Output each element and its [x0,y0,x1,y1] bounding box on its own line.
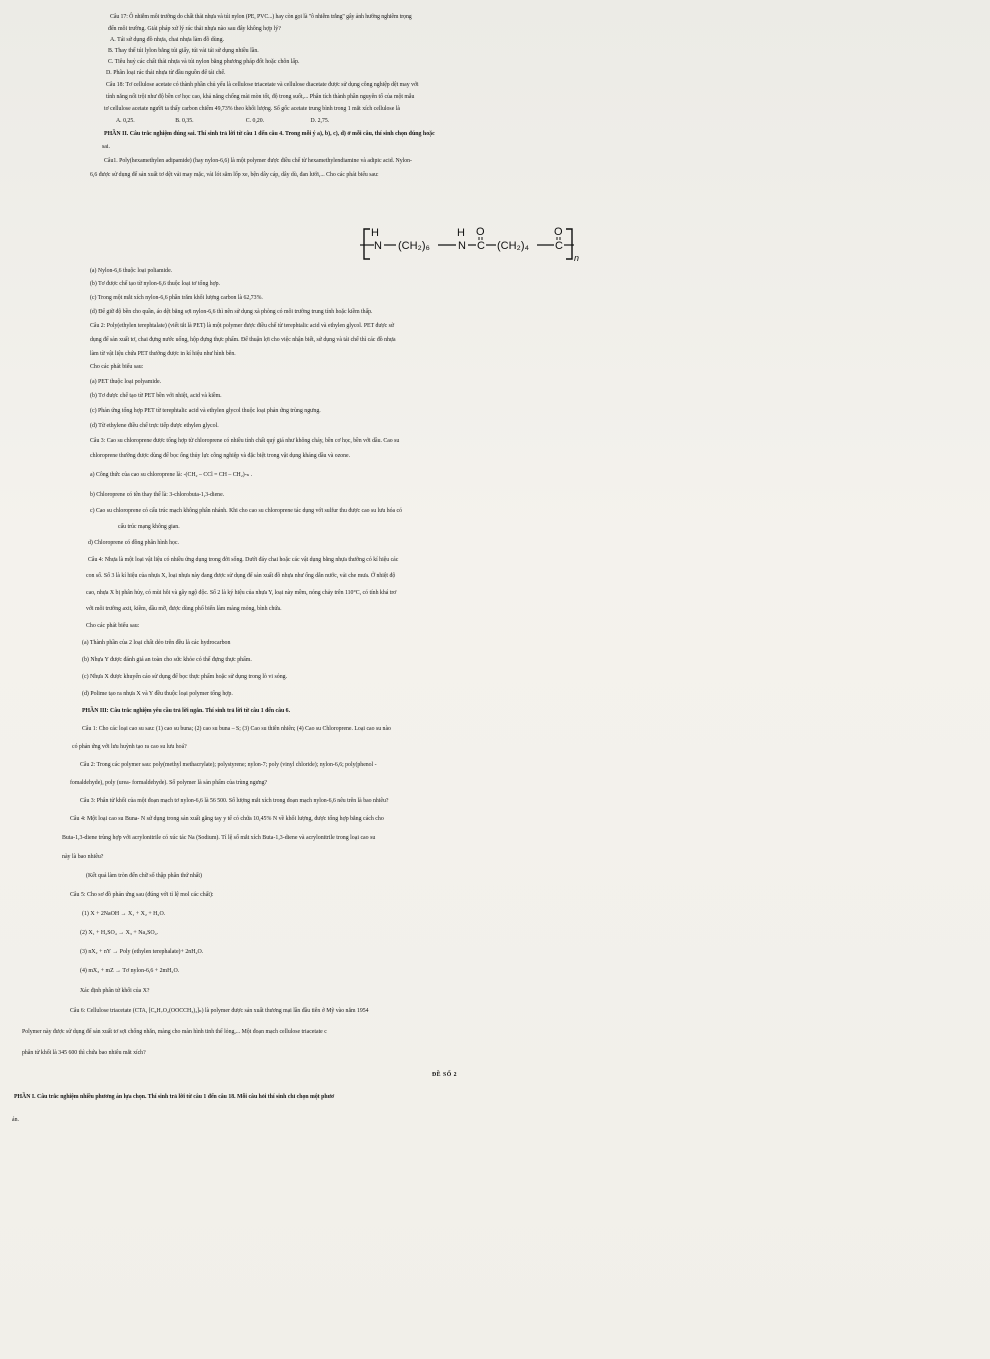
p2-q1-stem: Câu1. Poly(hexamethylen adipamide) (hay nylon-6,6) là một polymer được điều chế từ hexamethylendiamine và adipic acid. Nylon- [104,158,412,164]
q17-option-b: B. Thay thế túi lylon bằng túi giấy, túi vải tái sử dụng nhiều lần. [108,48,259,54]
p2-q4-stem-cont3: với môi trường axit, kiềm, dầu mỡ, được dùng phổ biến làm màng mỏng, bình chứa. [86,606,282,612]
p3-q2-stem-cont: fomaldehyde), poly (urea- formaldehyde). Số polymer là sản phẩm của trùng ngưng? [70,780,268,786]
p2-q3-stem: Câu 3: Cao su chloroprene được tổng hợp từ chloroprene có nhiều tính chất quý giá như không cháy, bền cơ học, bền với dầu. Cao su [90,438,400,444]
svg-text:(CH₂)₄: (CH₂)₄ [497,240,529,252]
p2-q2-statement-c: (c) Phản ứng tổng hợp PET từ terephtalic acid và ethylen glycol thuộc loại phản ứng trùng ngưng. [90,408,321,414]
svg-text:H: H [457,227,465,239]
p3-q4-rounding-note: (Kết quả làm tròn đến chữ số thập phân thứ nhất) [86,873,202,879]
svg-text:C: C [477,240,485,252]
q18-stem-cont2: tơ cellulose acetate người ta thấy carbon chiếm 49,73% theo khối lượng. Số gốc acetate trung bình trong 1 mắt xích cellulose là [104,106,400,112]
exam-2-heading: ĐỀ SỐ 2 [432,1072,458,1078]
p2-q4-statement-d: (d) Polime tạo ra nhựa X và Y đều thuộc loại polymer tổng hợp. [82,691,233,697]
p3-q1-stem: Câu 1: Cho các loại cao su sau: (1) cao su buna; (2) cao su buna – S; (3) Cao su thiên nhiên; (4) Cao su Chloroprene. Loại cao su nào [82,726,391,732]
p2-q2-stem-cont1: dụng để sản xuất tơ, chai đựng nước uống, hộp đựng thực phẩm. Để thuận lợi cho việc nhận biết, sử dụng và tái chế thì các đồ nhựa [90,337,396,343]
p2-q3-statement-a: a) Công thức của cao su chloroprene là: -(CH₂ – CCl = CH – CH₂)-ₙ . [90,472,253,478]
p3-q3-stem: Câu 3: Phân tử khối của một đoạn mạch tơ nylon-6,6 là 56 500. Số lượng mắt xích trong đoạn mạch nylon-6,6 nêu trên là bao nhiêu? [80,798,389,804]
svg-text:H: H [371,227,379,239]
p3-q5-reaction-3: (3) nX₂ + nY → Poly (ethylen terephalate)+ 2nH₂O. [80,949,204,955]
svg-text:O: O [476,226,485,238]
p3-q5-reaction-2: (2) X₁ + H₂SO₄ → X₃ + Na₂SO₄. [80,930,159,936]
p2-q3-statement-b: b) Chloroprene có tên thay thế là: 3-chlorobuta-1,3-diene. [90,492,225,498]
p2-q2-statement-b: (b) Tơ được chế tạo từ PET bền với nhiệt, acid và kiềm. [90,393,222,399]
p2-q1-statement-d: (d) Để giữ độ bền cho quần, áo dệt bằng sợi nylon-6,6 thì nên sử dụng xà phòng có môi trường trung tính hoặc kiềm thấp. [90,309,373,315]
p2-q4-statement-a: (a) Thành phần của 2 loại chất dẻo trên đều là các hydrocarbon [82,640,231,646]
svg-text:C: C [555,240,563,252]
q18-options: A. 0,25. B. 0,35. C. 0,20. D. 2,75. [116,118,330,124]
p2-q2-stem-cont2: làm từ vật liệu chứa PET thường được in kí hiệu như hình bên. [90,351,236,357]
p3-q5-stem: Câu 5: Cho sơ đồ phản ứng sau (đúng với tỉ lệ mol các chất): [70,892,214,898]
nylon-6-6-repeat-unit-formula [360,225,650,265]
p3-q6-stem-cont2: phân tử khối là 345 600 thì chứa bao nhiêu mắt xích? [22,1050,146,1056]
p2-q3-statement-c: c) Cao su chloroprene có cấu trúc mạch không phân nhánh. Khi cho cao su chloroprene tác dụng với sulfur thu được cao su lưu hóa có [90,508,402,514]
p2-q4-statement-c: (c) Nhựa X được khuyến cáo sử dụng để bọc thực phẩm hoặc sử dụng trong lò vi sóng. [82,674,288,680]
p2-q4-prompt: Cho các phát biểu sau: [86,623,140,629]
p2-q1-statement-b: (b) Tơ được chế tạo từ nylon-6,6 thuộc loại tơ tổng hợp. [90,281,221,287]
svg-text:n: n [574,253,580,263]
q17-option-a: A. Tái sử dụng đồ nhựa, chai nhựa làm đồ dùng. [110,37,225,43]
p2-q3-stem-cont: chloroprene thường được dùng để bọc ống thủy lực công nghiệp và đặc biệt trong vật dụng kháng dầu và ozone. [90,453,351,459]
p3-q6-stem: Câu 6: Cellulose triacetate (CTA, [C₆H₇O₂(OOCCH₃)₃]ₙ) là polymer được sản xuất thương mại lần đầu tiên ở Mỹ vào năm 1954 [70,1008,369,1014]
p3-q4-stem-cont2: này là bao nhiêu? [62,854,104,860]
p2-q4-stem: Câu 4: Nhựa là một loại vật liệu có nhiều ứng dụng trong đời sống. Dưới đáy chai hoặc các vật dụng bằng nhựa thường có kí hiệu các [88,557,399,563]
q17-option-d: D. Phân loại rác thải nhựa từ đầu nguồn để tái chế. [106,70,226,76]
p3-q4-stem: Câu 4: Một loại cao su Buna- N sử dụng trong sản xuất găng tay y tế có chứa 10,45% N về khối lượng, được tổng hợp bằng cách cho [70,816,384,822]
svg-text:N: N [458,240,466,252]
p3-q5-reaction-1: (1) X + 2NaOH → X₁ + X₂ + H₂O. [82,911,166,917]
exam-2-part1-heading: PHẦN I. Câu trắc nghiệm nhiều phương án lựa chọn. Thí sinh trả lời từ câu 1 đến câu 18. Mỗi câu hỏi thí sinh chỉ chọn một phươ [14,1094,335,1100]
q17-stem: Câu 17: Ô nhiễm môi trường do chất thải nhựa và túi nylon (PE, PVC...) hay còn gọi là "ô nhiễm trắng" gây ảnh hưởng nghiêm trọng [110,14,412,20]
p2-q4-stem-cont2: cao, nhựa X bị phân hủy, có mùi hôi và gây ngộ độc. Số 2 là ký hiệu của nhựa Y, loại này mềm, nóng chảy trên 110°C, có tính khá trơ [86,590,397,596]
part3-heading: PHẦN III: Câu trắc nghiệm yêu cầu trả lời ngắn. Thí sinh trả lời từ câu 1 đến câu 6. [82,708,291,714]
p3-q2-stem: Câu 2: Trong các polymer sau: poly(methyl methacrylate); polystyrene; nylon-7; poly (vinyl chloride); nylon-6,6; poly(phenol - [80,762,377,768]
exam-2-part1-heading-cont: án. [12,1117,19,1123]
q18-stem: Câu 18: Tơ cellulose acetate có thành phần chủ yếu là cellulose triacetate và cellulose diacetate được sử dụng công nghiệp dệt may với [106,82,419,88]
p2-q2-prompt: Cho các phát biểu sau: [90,364,144,370]
p2-q3-statement-c-cont: cấu trúc mạng không gian. [118,524,180,530]
p2-q1-stem-cont: 6,6 được sử dụng để sản xuất tơ dệt vải may mặc, vải lót săm lốp xe, bện dây cáp, dây dù, đan lưới,... Cho các phát biểu sau: [90,172,379,178]
p2-q2-statement-d: (d) Từ ethylene điều chế trực tiếp được ethylen glycol. [90,423,219,429]
p2-q1-statement-a: (a) Nylon-6,6 thuộc loại poliamide. [90,268,173,274]
q17-stem-cont: đến môi trường. Giải pháp xử lý rác thải nhựa nào sau đây không hợp lý? [108,26,281,32]
svg-text:N: N [374,240,382,252]
p3-q5-question: Xác định phân tử khối của X? [80,988,150,994]
svg-text:O: O [554,226,563,238]
p2-q3-statement-d: d) Chloroprene có đồng phân hình học. [88,540,179,546]
part2-heading-cont: sai. [102,144,111,150]
p2-q1-statement-c: (c) Trong một mắt xích nylon-6,6 phần trăm khối lượng carbon là 62,73%. [90,295,263,301]
p3-q1-stem-cont: có phản ứng với lưu huỳnh tạo ra cao su lưu hoá? [72,744,187,750]
svg-text:(CH₂)₆: (CH₂)₆ [398,240,430,252]
p3-q6-stem-cont1: Polymer này được sử dụng để sản xuất tơ sợi chống nhăn, màng cho màn hình tinh thể lỏng,... Một đoạn mạch cellulose triacetate c [22,1029,327,1035]
q18-stem-cont1: tính năng nổi trội như độ bền cơ học cao, khả năng chống mài mòn tốt, độ trong suốt,... Phân tích thành phần nguyên tố của một mẫu [106,94,415,100]
p2-q2-statement-a: (a) PET thuộc loại polyamide. [90,379,162,385]
part2-heading: PHẦN II. Câu trắc nghiệm đúng sai. Thí sinh trả lời từ câu 1 đến câu 4. Trong mỗi ý a), b), c), d) ở mỗi câu, thí sinh chọn đúng hoặc [104,131,435,137]
p2-q4-stem-cont1: con số. Số 3 là kí hiệu của nhựa X, loại nhựa này đang được sử dụng để sản xuất đồ nhựa như ống dẫn nước, vải che mưa. Ở nhiệt độ [86,573,396,579]
p2-q4-statement-b: (b) Nhựa Y được đánh giá an toàn cho sức khỏe có thể đựng thực phẩm. [82,657,252,663]
p3-q4-stem-cont1: Buta-1,3-diene trùng hợp với acrylonitrile có xúc tác Na (Sodium). Tỉ lệ số mắt xích Buta-1,3-diene và acrylonitrile trong loại cao su [62,835,376,841]
p2-q2-stem: Câu 2: Poly(ethylen terephtalate) (viết tắt là PET) là một polymer được điều chế từ terephtalic acid và ethylen glycol. PET được sử [90,323,394,329]
p3-q5-reaction-4: (4) mX₃ + mZ → Tơ nylon-6,6 + 2mH₂O. [80,968,180,974]
q17-option-c: C. Tiêu huỷ các chất thải nhựa và túi nylon bằng phương pháp đốt hoặc chôn lấp. [108,59,300,65]
